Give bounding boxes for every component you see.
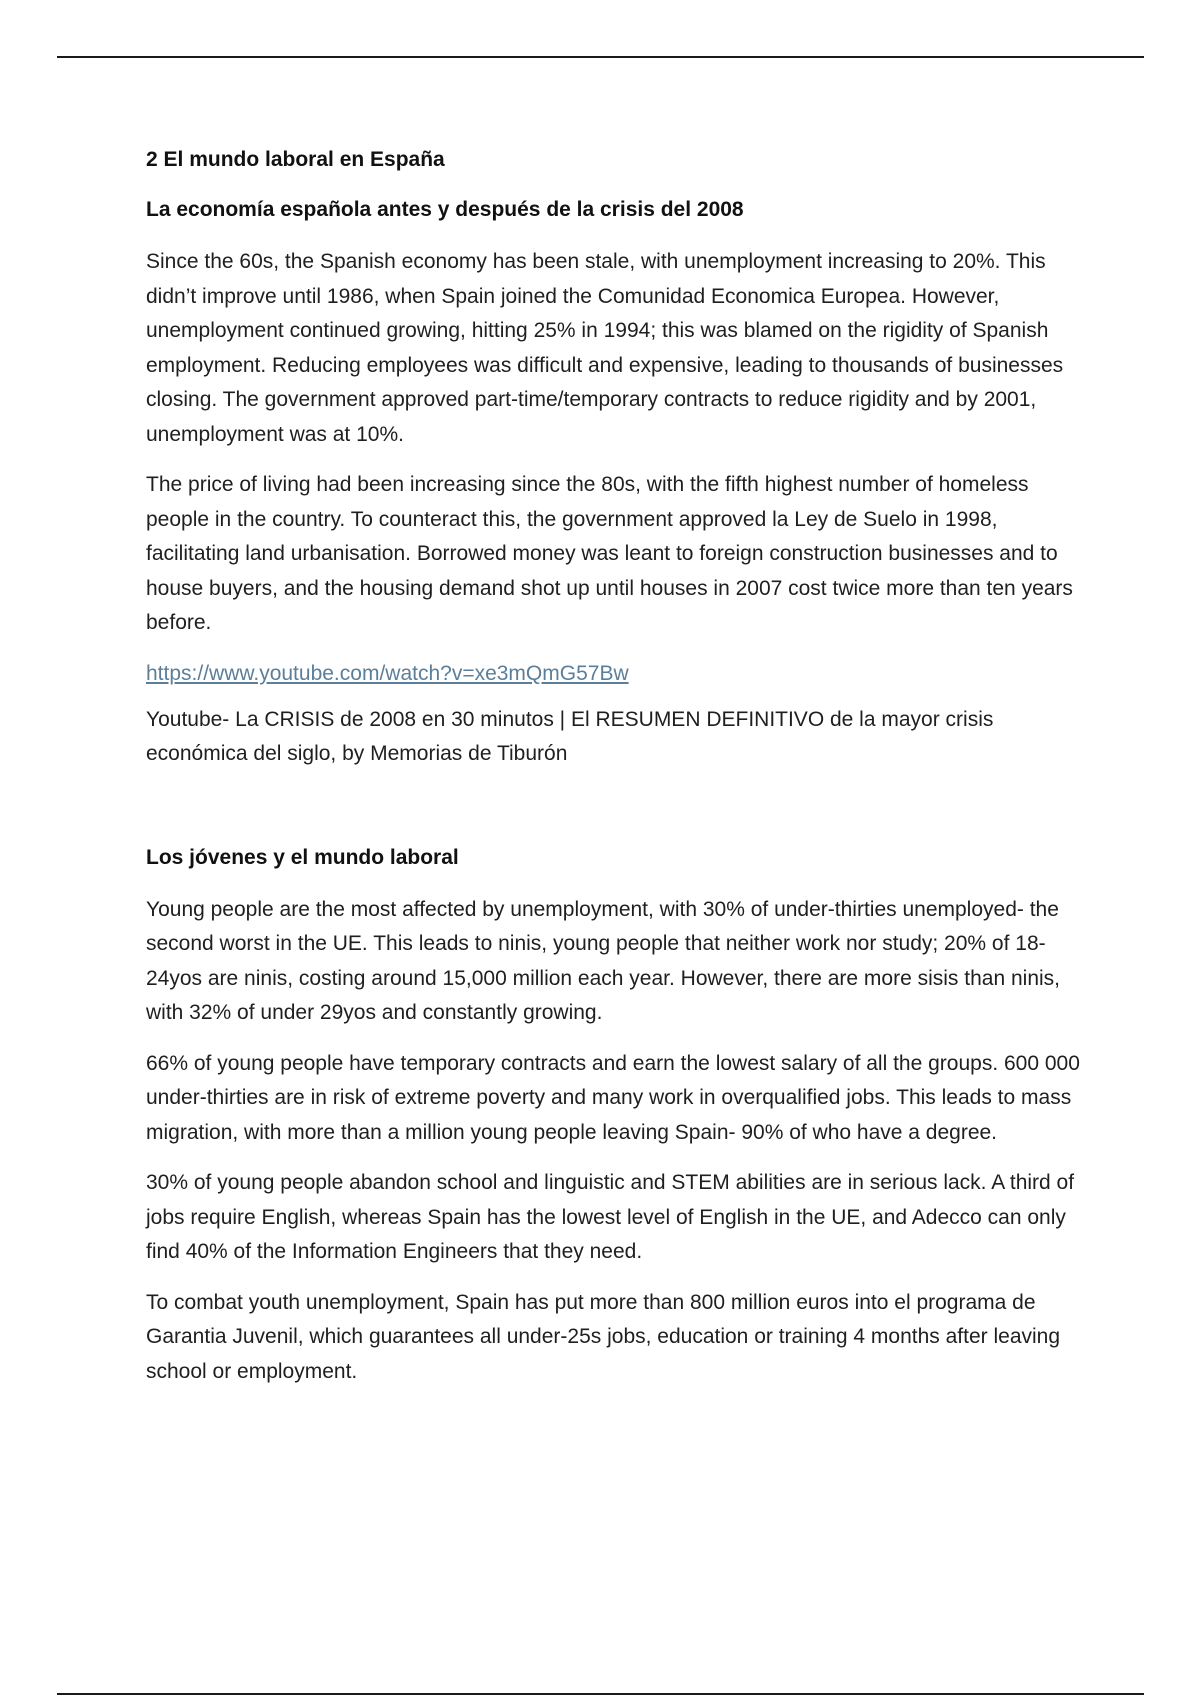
paragraph-youth-3: 30% of young people abandon school and linguistic and STEM abilities are in serious lack. A third of jobs require English, whereas Spain has the lowest level of English in the UE, and Adecco can only find 40% of the Information Engineers that they need.	[146, 1171, 1075, 1263]
paragraph-youth-2: 66% of young people have temporary contracts and earn the lowest salary of all the groups. 600 000 under-thirties are in risk of extreme poverty and many work in overqualified jobs. This leads to mass migration, with more than a million young people leaving Spain- 90% of who have a degree.	[146, 1051, 1080, 1144]
paragraph-youth-4: To combat youth unemployment, Spain has put more than 800 million euros into el programa de Garantia Juvenil, which guarantees all under-25s jobs, education or training 4 months after leaving school or employment.	[146, 1290, 1061, 1383]
paragraph-economy-2: The price of living had been increasing since the 80s, with the fifth highest number of homeless people in the country. To counteract this, the government approved la Ley de Suelo in 1998, facilitating land urbanisation. Borrowed money was leant to foreign construction businesses and to house buyers, and the housing demand shot up until houses in 2007 cost twice more than ten years before.	[146, 473, 1073, 634]
youtube-link[interactable]: https://www.youtube.com/watch?v=xe3mQmG57Bw	[146, 661, 629, 685]
subsection-title-economy: La economía española antes y después de la crisis del 2008	[146, 198, 744, 221]
footer-rule	[57, 1693, 1144, 1695]
paragraph-economy-1: Since the 60s, the Spanish economy has been stale, with unemployment increasing to 20%. This didn’t improve until 1986, when Spain joined the Comunidad Economica Europea. However, unemployment continued growing, hitting 25% in 1994; this was blamed on the rigidity of Spanish employment. Reducing employees was difficult and expensive, leading to thousands of businesses closing. The government approved part-time/temporary contracts to reduce rigidity and by 2001, unemployment was at 10%.	[146, 250, 1064, 446]
paragraph-youth-1: Young people are the most affected by unemployment, with 30% of under-thirties unemployed- the second worst in the UE. This leads to ninis, young people that neither work nor study; 20% of 18-24yos are ninis, costing around 15,000 million each year. However, there are more sisis than ninis, with 32% of under 29yos and constantly growing.	[146, 897, 1060, 1024]
spacer	[146, 788, 1086, 843]
section-title: 2 El mundo laboral en España	[146, 148, 445, 171]
source-note: Youtube- La CRISIS de 2008 en 30 minutos | El RESUMEN DEFINITIVO de la mayor crisis económica del siglo, by Memorias de Tiburón	[146, 707, 994, 765]
document-body	[146, 145, 1086, 1405]
subsection-title-youth: Los jóvenes y el mundo laboral	[146, 845, 459, 869]
header-rule	[57, 56, 1144, 58]
